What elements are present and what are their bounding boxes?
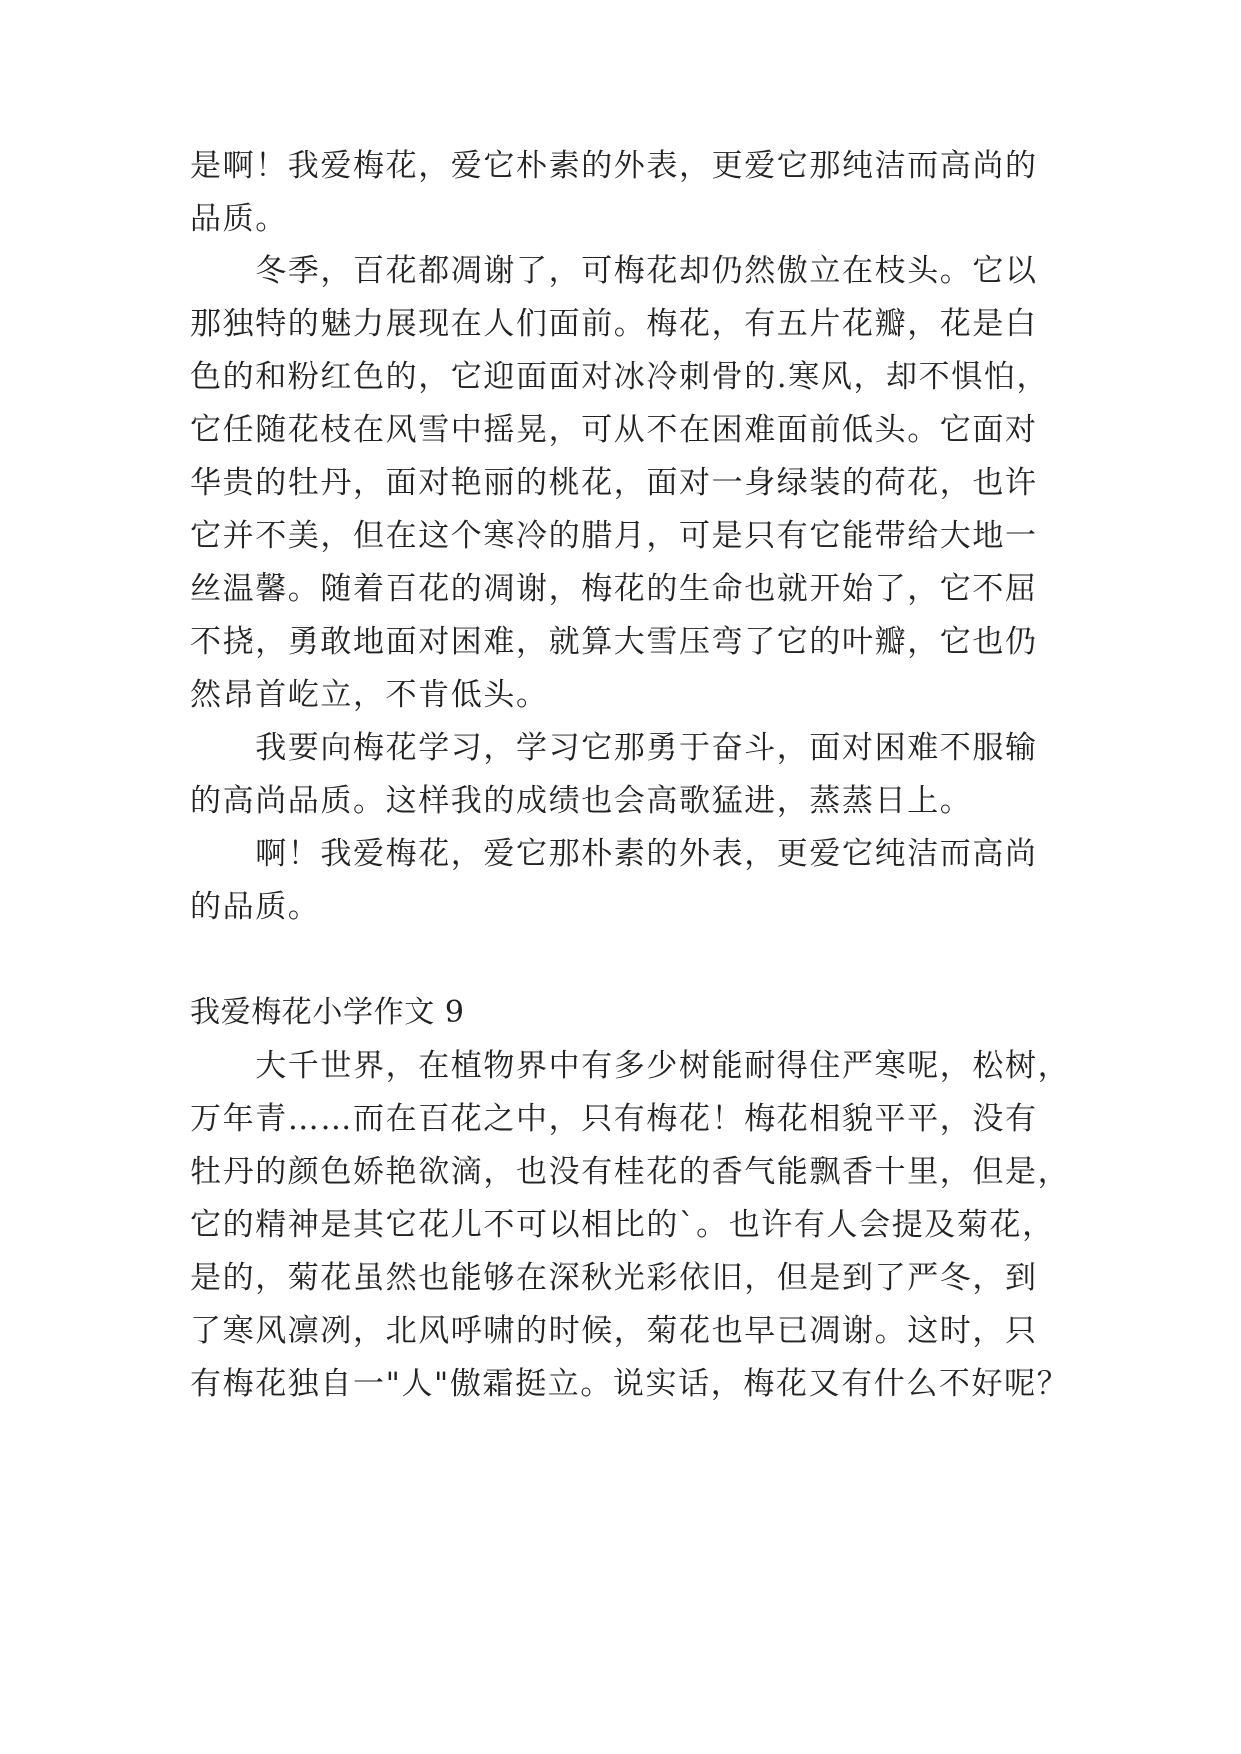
- text-line: 色的和粉红色的，它迎面面对冰冷刺骨的.寒风，却不惧怕，: [190, 359, 1050, 395]
- text-line: 的高尚品质。这样我的成绩也会高歌猛进，蒸蒸日上。: [190, 783, 973, 819]
- text-line: 品质。: [190, 201, 288, 237]
- text-line: 是啊！我爱梅花，爱它朴素的外表，更爱它那纯洁而高尚的: [190, 148, 1038, 184]
- text-line: 了寒风凛冽，北风呼啸的时候，菊花也早已凋谢。这时，只: [190, 1313, 1038, 1349]
- text-line: 丝温馨。随着百花的凋谢，梅花的生命也就开始了，它不屈: [190, 571, 1038, 607]
- text-line: 有梅花独自一"人"傲霜挺立。说实话，梅花又有什么不好呢？: [190, 1366, 1070, 1402]
- text-line: 不挠，勇敢地面对困难，就算大雪压弯了它的叶瓣，它也仍: [190, 624, 1038, 660]
- text-line: 然昂首屹立，不肯低头。: [190, 677, 549, 713]
- text-line: 我要向梅花学习，学习它那勇于奋斗，面对困难不服输: [190, 730, 1038, 766]
- text-line: 牡丹的颜色娇艳欲滴，也没有桂花的香气能飘香十里，但是，: [190, 1154, 1071, 1190]
- text-line: 万年青……而在百花之中，只有梅花！梅花相貌平平，没有: [190, 1101, 1038, 1137]
- text-line: 那独特的魅力展现在人们面前。梅花，有五片花瓣，花是白: [190, 306, 1038, 342]
- section-title: 我爱梅花小学作文 9: [190, 995, 465, 1030]
- text-line: 它并不美，但在这个寒冷的腊月，可是只有它能带给大地一: [190, 518, 1038, 554]
- text-line: 它任随花枝在风雪中摇晃，可从不在困难面前低头。它面对: [190, 412, 1038, 448]
- text-line: 大千世界，在植物界中有多少树能耐得住严寒呢，松树，: [190, 1048, 1071, 1084]
- text-line: 华贵的牡丹，面对艳丽的桃花，面对一身绿装的荷花，也许: [190, 465, 1038, 501]
- text-line: 它的精神是其它花儿不可以相比的`。也许有人会提及菊花，: [190, 1207, 1055, 1243]
- text-line: 啊！我爱梅花，爱它那朴素的外表，更爱它纯洁而高尚: [190, 836, 1038, 872]
- text-line: 冬季，百花都凋谢了，可梅花却仍然傲立在枝头。它以: [190, 253, 1038, 289]
- text-line: 的品质。: [190, 889, 321, 925]
- text-line: 是的，菊花虽然也能够在深秋光彩依旧，但是到了严冬，到: [190, 1260, 1038, 1296]
